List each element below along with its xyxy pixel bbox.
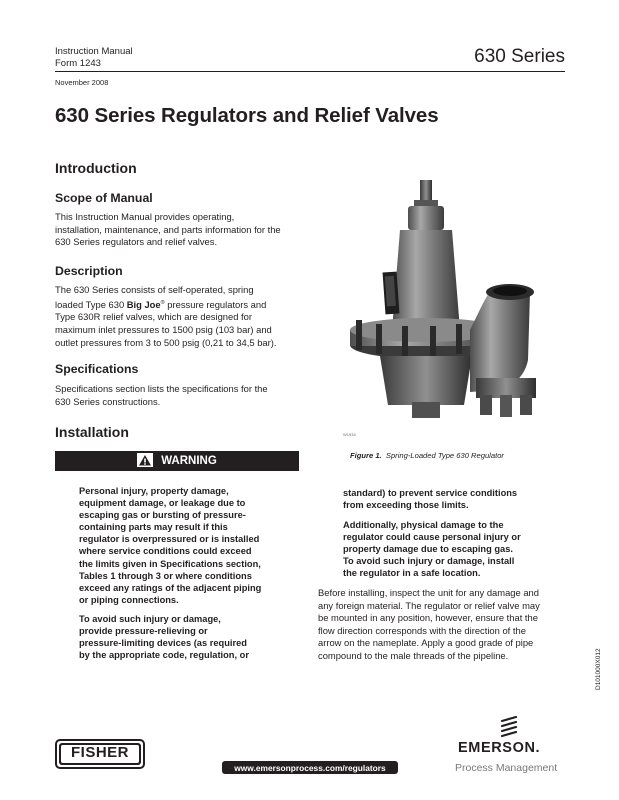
process-management-text: Process Management bbox=[455, 762, 558, 774]
regulator-photo bbox=[340, 180, 550, 425]
warning-banner bbox=[55, 451, 299, 471]
document-code: D101000X012 bbox=[595, 648, 602, 690]
manual-type: Instruction Manual bbox=[55, 46, 133, 57]
introduction-heading: Introduction bbox=[55, 160, 137, 176]
warning-label: WARNING bbox=[161, 455, 217, 467]
figure-caption: Figure 1. Spring-Loaded Type 630 Regulator bbox=[350, 451, 504, 460]
warning-right-paragraph-1: standard) to prevent service conditions from exceeding those limits. bbox=[343, 488, 518, 511]
warning-right-paragraph-2: Additionally, physical damage to the regulator could cause personal injury or property damage due to escaping gas. To avoid such injury or damage, install the regulator in a safe location. bbox=[343, 520, 521, 579]
series-title: 630 Series bbox=[474, 46, 565, 67]
description-paragraph: The 630 Series consists of self-operated, spring loaded Type 630 Big Joe® pressure regulators and Type 630R relief valves, which are designed for maximum inlet pressures to 1500 psig (103 bar) and outlet pressures from 3 to 500 psig (0,21 to 34,5 bar). bbox=[55, 284, 277, 348]
figure-id: W1934 bbox=[343, 432, 356, 437]
warning-left-paragraph-2: To avoid such injury or damage, provide pressure-relieving or pressure-limiting devices (as required by the appropriate code, regulation, or bbox=[79, 614, 249, 661]
publication-date: November 2008 bbox=[55, 78, 109, 87]
emerson-logo-text: EMERSON. bbox=[458, 740, 541, 756]
description-heading: Description bbox=[55, 264, 123, 278]
installation-heading: Installation bbox=[55, 424, 129, 440]
fisher-logo bbox=[55, 739, 145, 769]
scope-heading: Scope of Manual bbox=[55, 191, 153, 205]
specifications-paragraph: Specifications section lists the specifications for the 630 Series constructions. bbox=[55, 383, 268, 407]
header-rule bbox=[55, 71, 565, 72]
warning-icon bbox=[137, 453, 153, 470]
installation-paragraph: Before installing, inspect the unit for any damage and any foreign material. The regulator or relief valve may be mounted in any position, however, ensure that the flow direction corresponds with the direction of the arrow on the nameplate. Apply a good grade of pipe compound to the male threads of the pipeline. bbox=[318, 587, 540, 661]
scope-paragraph: This Instruction Manual provides operating, installation, maintenance, and parts information for the 630 Series regulators and relief valves. bbox=[55, 211, 281, 248]
form-number: Form 1243 bbox=[55, 58, 101, 69]
fisher-logo-text: FISHER bbox=[70, 744, 129, 761]
specifications-heading: Specifications bbox=[55, 362, 139, 376]
website-link[interactable]: www.emersonprocess.com/regulators bbox=[222, 761, 398, 774]
page-title: 630 Series Regulators and Relief Valves bbox=[55, 104, 439, 127]
warning-left-paragraph-1: Personal injury, property damage, equipment damage, or leakage due to escaping gas or bursting of pressure- containing parts may result if this regulator is overpressured or is installed where service conditions could exceed the limits given in Specifications section, Tables 1 through 3 or where conditions exceed any ratings of the adjacent piping or piping connections. bbox=[79, 486, 262, 605]
